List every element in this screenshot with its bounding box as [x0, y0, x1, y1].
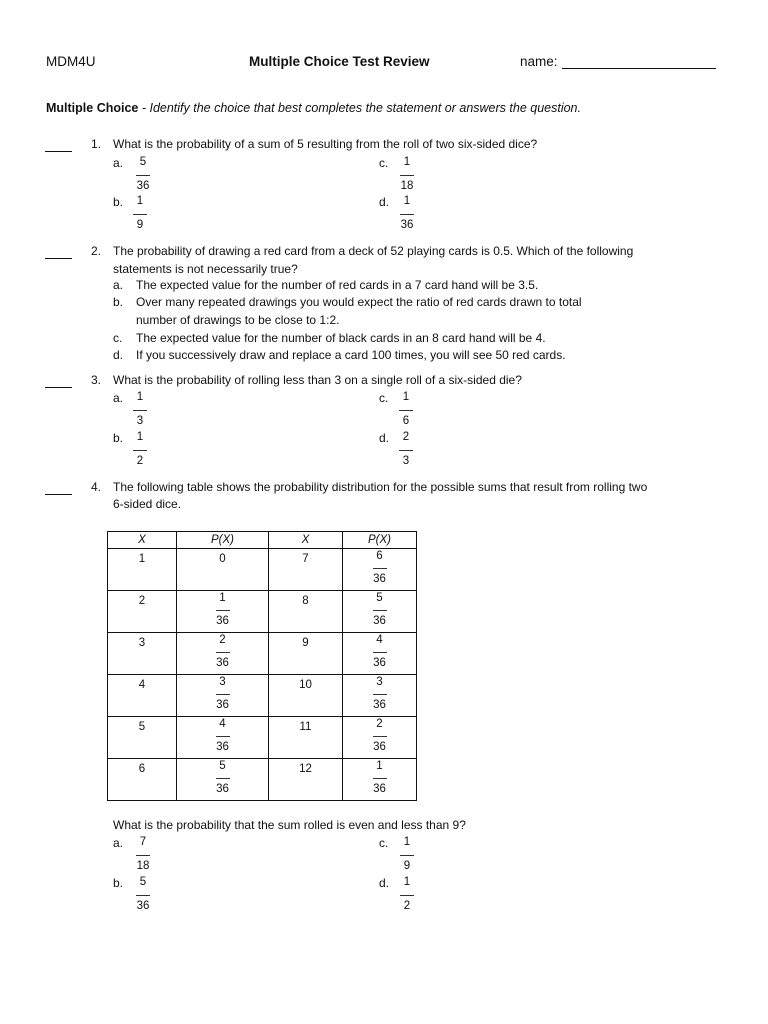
cell-px-fraction: $\frac{3}{36}$: [216, 676, 229, 711]
cell-x: 8: [302, 595, 309, 607]
cell-px-fraction: $\frac{3}{36}$: [373, 676, 386, 711]
header-x-2: X: [269, 532, 343, 549]
q3-option-a-fraction[interactable]: 1 3: [133, 391, 147, 428]
cell-x: 5: [138, 721, 146, 733]
q3-number: 3.: [91, 373, 102, 387]
table-row: [108, 549, 417, 591]
cell-px: 0: [219, 553, 226, 565]
cell-x: 10: [299, 679, 312, 691]
cell-x: 1: [138, 553, 146, 565]
q1-option-d-fraction[interactable]: 1 36: [400, 195, 414, 231]
table-row: [108, 591, 417, 633]
q4-option-a-label: a.: [113, 836, 124, 850]
cell-px-fraction: $\frac{1}{36}$: [216, 592, 229, 627]
q1-text: What is the probability of a sum of 5 resulting from the roll of two six-sided dice?: [113, 137, 538, 151]
cell-px-fraction: $\frac{2}{36}$: [373, 718, 386, 753]
q3-option-c-label: c.: [379, 391, 389, 405]
q2-option-b-text-line2[interactable]: number of drawings to be close to 1:2.: [136, 313, 340, 327]
q4-option-b-fraction[interactable]: 5 36: [136, 876, 150, 912]
cell-x: 11: [299, 721, 312, 733]
q4-question: What is the probability that the sum rolled is even and less than 9?: [113, 818, 466, 832]
cell-px-fraction: $\frac{4}{36}$: [373, 634, 386, 669]
q2-option-a-label: a.: [113, 278, 124, 292]
q2-option-b-text-line1[interactable]: Over many repeated drawings you would expect the ratio of red cards drawn to total: [136, 295, 582, 309]
table-row: [108, 633, 417, 675]
q2-option-d-label: d.: [113, 348, 124, 362]
q4-option-d-label: d.: [379, 876, 390, 890]
q4-option-b-label: b.: [113, 876, 124, 890]
q2-option-b-label: b.: [113, 295, 124, 309]
q3-option-c-fraction[interactable]: 1 6: [399, 391, 413, 428]
q4-number: 4.: [91, 480, 102, 494]
cell-x: 3: [138, 637, 146, 649]
q2-number: 2.: [91, 244, 102, 258]
cell-px-fraction: $\frac{6}{36}$: [373, 550, 386, 585]
q2-text-line2: statements is not necessarily true?: [113, 262, 298, 276]
header-x-1: X: [108, 532, 177, 549]
q3-option-d-label: d.: [379, 431, 390, 445]
cell-x: 7: [302, 553, 309, 565]
table-row: [108, 675, 417, 717]
q4-text-line1: The following table shows the probability distribution for the possible sums that result from rolling two: [113, 480, 648, 494]
cell-x: 4: [138, 679, 146, 691]
q2-option-a-text[interactable]: The expected value for the number of red cards in a 7 card hand will be 3.5.: [136, 278, 539, 292]
page-title: Multiple Choice Test Review: [249, 54, 430, 69]
q1-option-c-fraction[interactable]: 1 18: [400, 156, 414, 192]
q4-option-c-fraction[interactable]: 1 9: [400, 836, 414, 873]
q1-option-b-fraction[interactable]: 1 9: [133, 195, 147, 232]
q1-number: 1.: [91, 137, 102, 151]
q3-option-b-fraction[interactable]: 1 2: [133, 431, 147, 468]
cell-px-fraction: $\frac{5}{36}$: [216, 760, 229, 795]
cell-px-fraction: $\frac{5}{36}$: [373, 592, 386, 627]
cell-x: 12: [299, 763, 312, 775]
q4-text-line2: 6-sided dice.: [113, 497, 182, 511]
q1-option-a-fraction[interactable]: 5 36: [136, 156, 150, 192]
cell-x: 9: [302, 637, 309, 649]
table-header-row: [108, 532, 417, 549]
name-blank[interactable]: [562, 68, 716, 69]
q3-option-b-label: b.: [113, 431, 124, 445]
cell-x: 2: [138, 595, 146, 607]
q1-option-d-label: d.: [379, 195, 390, 209]
q3-option-a-label: a.: [113, 391, 124, 405]
cell-px-fraction: $\frac{2}{36}$: [216, 634, 229, 669]
q1-option-b-label: b.: [113, 195, 124, 209]
q3-option-d-fraction[interactable]: 2 3: [399, 431, 413, 468]
q4-option-a-fraction[interactable]: 7 18: [136, 836, 150, 872]
cell-px-fraction: $\frac{4}{36}$: [216, 718, 229, 753]
table-row: [108, 717, 417, 759]
q4-option-c-label: c.: [379, 836, 389, 850]
q2-option-c-label: c.: [113, 331, 123, 345]
answer-blank-q4[interactable]: [45, 494, 72, 495]
table-row: [108, 759, 417, 801]
q2-option-c-text[interactable]: The expected value for the number of black cards in an 8 card hand will be 4.: [136, 331, 546, 345]
probability-distribution-table: [107, 531, 417, 801]
header-px-1: P(X): [177, 532, 269, 549]
answer-blank-q3[interactable]: [45, 387, 72, 388]
header-px-2: P(X): [343, 532, 417, 549]
answer-blank-q2[interactable]: [45, 258, 72, 259]
instructions: [46, 101, 581, 115]
q3-text: What is the probability of rolling less than 3 on a single roll of a six-sided die?: [113, 373, 522, 387]
q1-option-c-label: c.: [379, 156, 389, 170]
q2-option-d-text[interactable]: If you successively draw and replace a card 100 times, you will see 50 red cards.: [136, 348, 566, 362]
cell-x: 6: [138, 763, 146, 775]
q2-text-line1: The probability of drawing a red card from a deck of 52 playing cards is 0.5. Which of the following: [113, 244, 634, 258]
q1-option-a-label: a.: [113, 156, 124, 170]
q4-option-d-fraction[interactable]: 1 2: [400, 876, 414, 913]
instructions-heading: Multiple Choice: [46, 101, 139, 115]
name-label: name:: [520, 54, 558, 69]
course-code: MDM4U: [46, 54, 96, 69]
cell-px-fraction: $\frac{1}{36}$: [373, 760, 386, 795]
instructions-text: - Identify the choice that best completes the statement or answers the question.: [138, 101, 581, 115]
answer-blank-q1[interactable]: [45, 151, 72, 152]
